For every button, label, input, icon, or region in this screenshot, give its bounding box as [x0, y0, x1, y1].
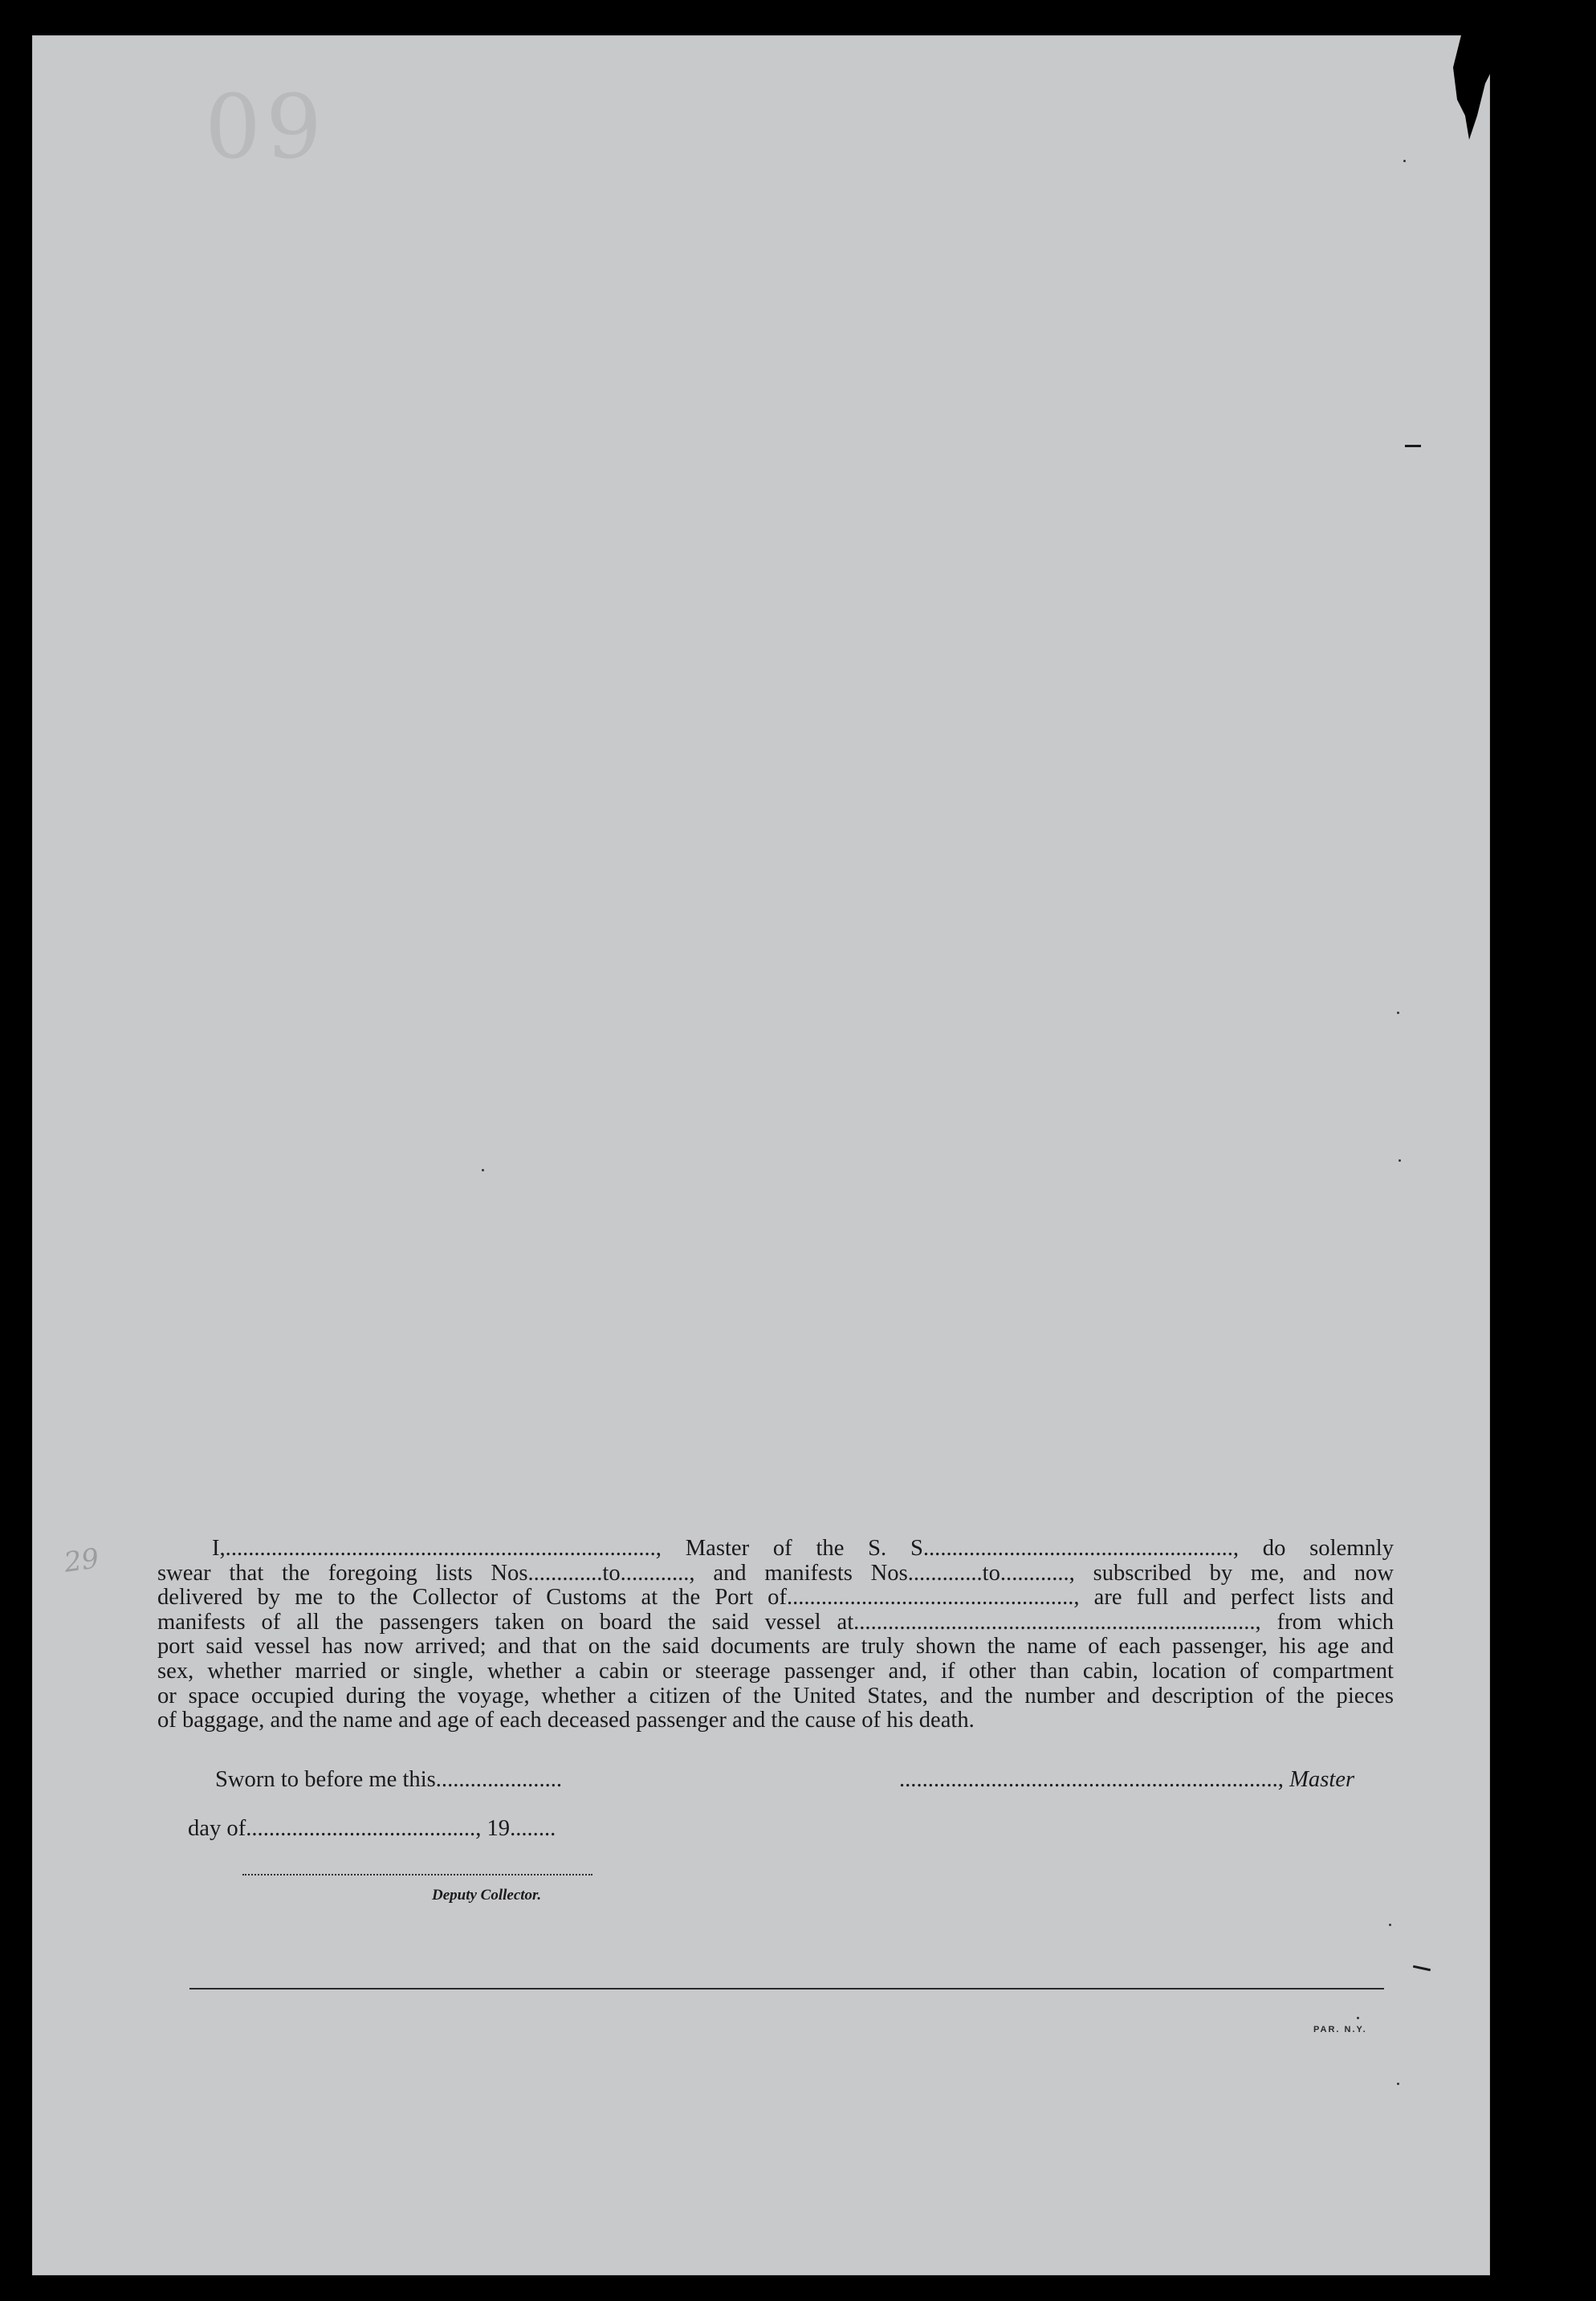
document-page — [32, 35, 1490, 2275]
edge-mark — [1405, 445, 1421, 447]
printer-mark: PAR. N.Y. — [1313, 2025, 1367, 2034]
sworn-before-text: Sworn to before me this...................... — [215, 1767, 563, 1792]
horizontal-rule — [189, 1988, 1384, 1989]
oath-line: port said vessel has now arrived; and that on the said documents are truly shown the name of each passenger, his age and — [157, 1634, 1394, 1660]
torn-corner — [1429, 35, 1501, 140]
oath-paragraph — [157, 1537, 1394, 1733]
oath-line: manifests of all the passengers taken on board the said vessel at......................................................................, from which — [157, 1609, 1394, 1635]
speck — [482, 1169, 484, 1171]
master-signature-dots: .................................................................., — [899, 1767, 1284, 1792]
speck — [1397, 2083, 1399, 2085]
day-of-text: day of........................................, 19........ — [188, 1816, 556, 1841]
speck — [1389, 1924, 1391, 1926]
oath-line: sex, whether married or single, whether a cabin or steerage passenger and, if other than cabin, location of compartment — [157, 1658, 1394, 1684]
speck — [1357, 2017, 1359, 2019]
faint-stamp-number: 09 — [205, 75, 327, 178]
speck — [1403, 160, 1406, 162]
deputy-signature-line — [242, 1874, 592, 1875]
oath-line: swear that the foregoing lists Nos.............to............, and manifests Nos.............to............, subscribed by me, and now — [157, 1560, 1394, 1586]
master-label: Master — [1289, 1767, 1355, 1792]
oath-line: I,..........................................................................., Master of the S. S......................................................, do solemnly — [212, 1536, 1394, 1561]
margin-handwritten-note: 29 — [62, 1542, 101, 1579]
speck — [1399, 1159, 1401, 1162]
oath-line: or space occupied during the voyage, whether a citizen of the United States, and the number and description of the pieces — [157, 1683, 1394, 1708]
master-signature-line — [899, 1767, 1354, 1793]
edge-mark — [1413, 1965, 1431, 1972]
oath-line: delivered by me to the Collector of Customs at the Port of.................................................., are full and perfect lists and — [157, 1585, 1394, 1611]
oath-line: of baggage, and the name and age of each deceased passenger and the cause of his death. — [157, 1708, 975, 1733]
deputy-collector-label: Deputy Collector. — [432, 1887, 542, 1904]
speck — [1397, 1012, 1399, 1014]
